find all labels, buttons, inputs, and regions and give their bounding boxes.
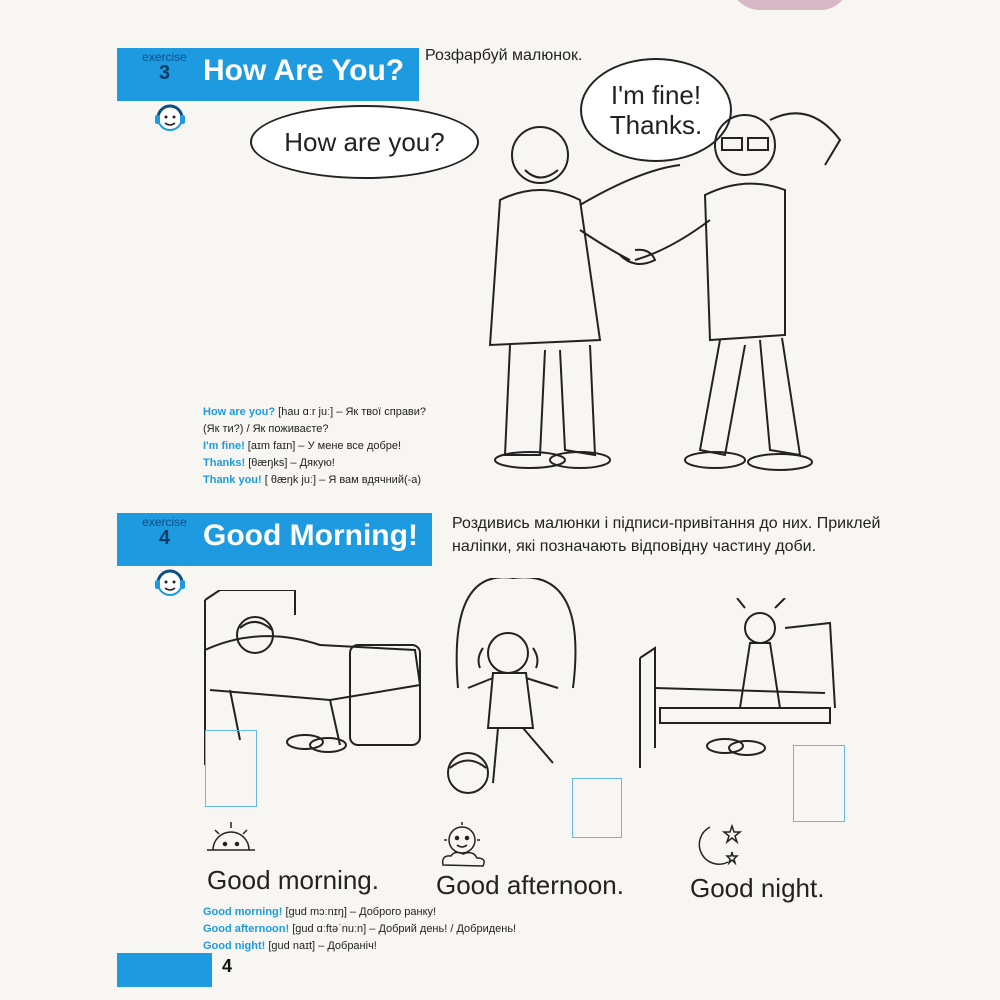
caption-good-morning: Good morning.	[207, 865, 379, 895]
exercise-4-vocabulary	[203, 904, 516, 955]
night-girl-illustration	[635, 598, 840, 768]
bubble-text-line-1: I'm fine!	[610, 80, 702, 110]
exercise-number: 4	[158, 527, 171, 549]
vocab-line: Good afternoon! [gud ɑːftəˈnuːn] – Добрий день! / Добридень!	[203, 923, 517, 935]
handshake-illustration	[470, 110, 870, 475]
exercise-3-banner	[117, 48, 419, 101]
sticker-box-afternoon[interactable]	[572, 778, 622, 838]
sticker-box-morning[interactable]	[205, 730, 257, 807]
vocab-line: Thanks! [θæŋks] – Дякую!	[203, 457, 335, 469]
vocab-line: How are you? [hau ɑːr juː] – Як твої справи?	[203, 406, 427, 418]
vocab-line: Good night! [gud naɪt] – Добраніч!	[203, 940, 377, 952]
footer-bar	[117, 953, 212, 987]
exercise-title: How Are You?	[203, 54, 405, 87]
exercise-4-banner	[117, 513, 432, 566]
moon-stars-icon	[690, 822, 745, 872]
vocab-line: (Як ти?) / Як поживаєте?	[203, 423, 329, 435]
headphones-mascot-icon	[152, 565, 188, 601]
jump-rope-girl-illustration	[438, 578, 598, 803]
exercise-4-instruction: Роздивись малюнки і підписи-привітання до них. Приклей наліпки, які позначають відповідну частину доби.	[452, 515, 881, 555]
bubble-text: How are you?	[284, 127, 445, 157]
headphones-mascot-icon	[152, 100, 188, 136]
exercise-3-instruction: Розфарбуй малюнок.	[425, 47, 583, 64]
speech-bubble-left	[250, 105, 479, 179]
sunrise-icon	[205, 818, 257, 858]
vocab-line: I'm fine! [aɪm faɪn] – У мене все добре!	[203, 440, 402, 452]
bubble-text-line-2: Thanks.	[609, 110, 703, 140]
exercise-title: Good Morning!	[203, 519, 418, 552]
page-corner-decoration	[730, 0, 850, 10]
page-number: 4	[222, 956, 233, 976]
caption-good-night: Good night.	[690, 873, 825, 903]
exercise-3-vocabulary	[203, 404, 426, 489]
exercise-label: exercise	[142, 50, 187, 64]
exercise-label: exercise	[142, 515, 187, 529]
vocab-line: Good morning! [gud mɔːnɪŋ] – Доброго ранку!	[203, 906, 437, 918]
caption-good-afternoon: Good afternoon.	[436, 870, 624, 900]
sticker-box-night[interactable]	[793, 745, 845, 822]
sun-cloud-icon	[435, 820, 490, 870]
exercise-number: 3	[158, 62, 171, 84]
vocab-line: Thank you! [ θæŋk juː] – Я вам вдячний(-а)	[203, 474, 422, 486]
